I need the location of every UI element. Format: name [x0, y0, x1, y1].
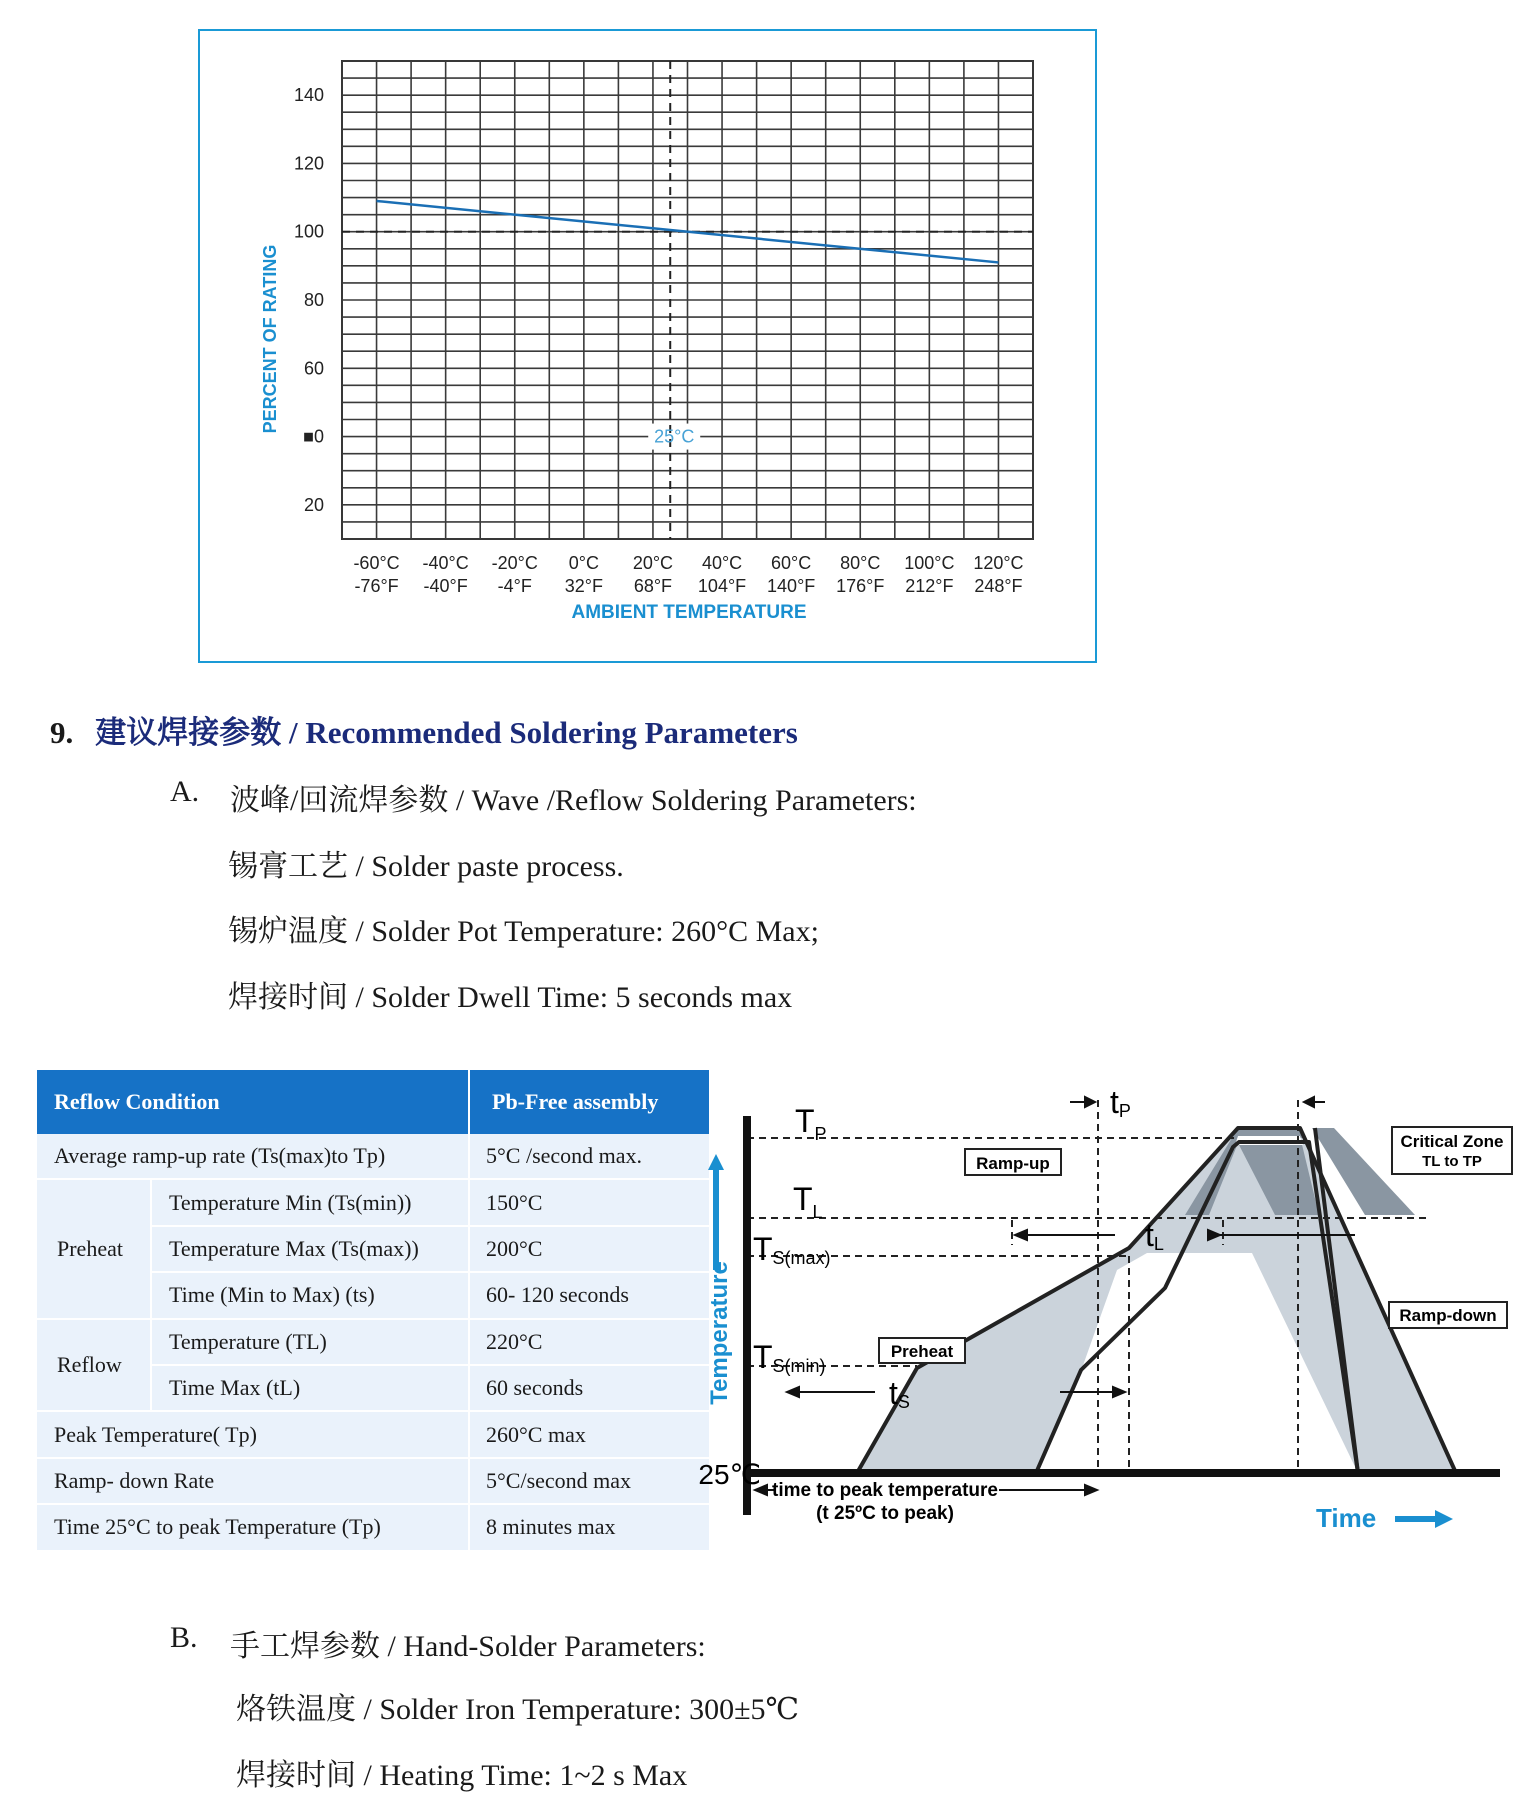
- table-row: [37, 1134, 709, 1179]
- section-heading: [50, 707, 798, 752]
- x-axis-title: AMBIENT TEMPERATURE: [571, 602, 807, 623]
- x-tick-label-celsius: 60°C: [771, 553, 812, 573]
- x-tick-label-fahrenheit: 140°F: [767, 576, 816, 596]
- y-axis-title: PERCENT OF RATING: [260, 244, 280, 434]
- temperature-arrow-head: [708, 1154, 724, 1170]
- time-axis-label: [1316, 1503, 1453, 1533]
- preheat-max-value: 200°C: [469, 1226, 709, 1272]
- wave-title: 波峰/回流焊参数 / Wave /Reflow Soldering Parameters:: [230, 784, 917, 817]
- header-assembly: Pb-Free assembly: [469, 1070, 709, 1134]
- x-tick-label-fahrenheit: 212°F: [905, 576, 954, 596]
- tsmax-label: TS(max): [753, 1231, 831, 1268]
- preheat-min-label: Temperature Min (Ts(min)): [151, 1179, 469, 1225]
- reflow-time-value: 60 seconds: [469, 1365, 709, 1411]
- reflow-temp-label: Temperature (TL): [151, 1319, 469, 1365]
- preheat-time-value: 60- 120 seconds: [469, 1272, 709, 1318]
- ts-time-label: tS: [889, 1375, 910, 1412]
- rampdown-label: Ramp- down Rate: [37, 1458, 469, 1504]
- ramp-down-box: [1389, 1302, 1507, 1328]
- table-row: [37, 1319, 709, 1365]
- x-tick-label-fahrenheit: 104°F: [697, 576, 747, 596]
- x-tick-label-celsius: 40°C: [701, 553, 743, 573]
- tsmin-label: TS(min): [753, 1339, 826, 1376]
- time-to-peak-line2: (t 25ºC to peak): [816, 1503, 954, 1524]
- x-tick-label-celsius: -20°C: [491, 553, 538, 573]
- chart-grid: [342, 61, 1033, 539]
- header-condition: Reflow Condition: [37, 1070, 469, 1134]
- temperature-arrow-shaft: [713, 1166, 719, 1270]
- reflow-table: [37, 1070, 709, 1552]
- preheat-time-label: Time (Min to Max) (ts): [151, 1272, 469, 1318]
- x-tick-label-celsius: 0°C: [568, 553, 599, 573]
- preheat-max-label: Temperature Max (Ts(max)): [151, 1226, 469, 1272]
- hand-line-heating-time: 焊接时间 / Heating Time: 1~2 s Max: [236, 1759, 688, 1792]
- time-to-peak-value: 8 minutes max: [469, 1504, 709, 1550]
- wave-line-paste: 锡膏工艺 / Solder paste process.: [228, 850, 624, 883]
- x-tick-labels: [353, 553, 1023, 596]
- ramp-up-label: Average ramp-up rate (Ts(max)to Tp): [37, 1134, 469, 1179]
- peak-value: 260°C max: [469, 1411, 709, 1457]
- x-tick-label-fahrenheit: 176°F: [836, 576, 885, 596]
- hand-line-iron-temp: 烙铁温度 / Solder Iron Temperature: 300±5℃: [236, 1693, 800, 1726]
- y-tick-labels: [294, 85, 324, 515]
- ramp-up-box: [965, 1149, 1061, 1175]
- y-tick-label: 100: [293, 221, 324, 242]
- hand-marker: B.: [170, 1621, 198, 1654]
- y-tick-label: ■0: [303, 426, 324, 447]
- x-tick-label-fahrenheit: 248°F: [974, 576, 1023, 596]
- svg-text:Critical Zone: Critical Zone: [1400, 1132, 1504, 1151]
- x-tick-label-fahrenheit: 68°F: [633, 576, 673, 596]
- hand-title: 手工焊参数 / Hand-Solder Parameters:: [230, 1630, 706, 1663]
- svg-text:TL to TP: TL to TP: [1422, 1153, 1482, 1170]
- temperature-axis-label: [706, 1154, 733, 1405]
- critical-zone-box: [1392, 1127, 1512, 1174]
- reflow-time-label: Time Max (tL): [151, 1365, 469, 1411]
- x-tick-label-celsius: -40°C: [422, 553, 469, 573]
- x-tick-label-fahrenheit: -40°F: [423, 576, 468, 596]
- table-row: [37, 1504, 709, 1550]
- x-tick-label-celsius: 20°C: [632, 553, 674, 573]
- x-tick-label-celsius: 120°C: [973, 553, 1024, 573]
- preheat-box: [879, 1338, 965, 1363]
- y-tick-label: 80: [303, 290, 324, 310]
- table-row: [37, 1411, 709, 1457]
- time-arrow-shaft: [1395, 1516, 1437, 1522]
- y-tick-label: 120: [293, 153, 324, 174]
- table-row: [37, 1179, 709, 1225]
- tl-time-label: tL: [1145, 1217, 1164, 1254]
- peak-label: Peak Temperature( Tp): [37, 1411, 469, 1457]
- table-header-row: [37, 1070, 709, 1134]
- tp-time-label: tP: [1110, 1084, 1131, 1121]
- time-arrow-head: [1435, 1510, 1453, 1528]
- x-tick-label-fahrenheit: -4°F: [497, 576, 532, 596]
- x-tick-label-fahrenheit: 32°F: [564, 576, 603, 596]
- time-label: Time: [1316, 1503, 1377, 1533]
- y-tick-label: 60: [303, 358, 324, 379]
- svg-text:Ramp-up: Ramp-up: [976, 1154, 1050, 1173]
- t25-label: 25℃: [698, 1459, 761, 1490]
- ramp-up-value: 5°C /second max.: [469, 1134, 709, 1179]
- svg-text:Preheat: Preheat: [890, 1342, 954, 1361]
- y-tick-label: 20: [303, 494, 324, 515]
- tp-label: $T_P$: [795, 1103, 827, 1144]
- tl-label: $T_L$: [793, 1181, 823, 1222]
- section-number: 9.: [50, 715, 74, 750]
- wave-line-pot-temp: 锡炉温度 / Solder Pot Temperature: 260°C Max;: [228, 915, 819, 948]
- y-tick-label: 140: [293, 85, 324, 106]
- reflow-group-label: Reflow: [37, 1319, 151, 1412]
- reflow-temp-value: 220°C: [469, 1319, 709, 1365]
- time-to-peak-line1: time to peak temperature: [772, 1480, 998, 1501]
- x-tick-label-celsius: 80°C: [840, 553, 881, 573]
- tp-arrows: [1070, 1097, 1325, 1107]
- temperature-label: Temperature: [706, 1261, 733, 1405]
- reflow-profile-diagram: [698, 1070, 1515, 1545]
- preheat-min-value: 150°C: [469, 1179, 709, 1225]
- x-tick-label-fahrenheit: -76°F: [354, 576, 399, 596]
- preheat-group-label: Preheat: [37, 1179, 151, 1318]
- rampdown-value: 5°C/second max: [469, 1458, 709, 1504]
- svg-text:Ramp-down: Ramp-down: [1399, 1306, 1497, 1325]
- table-row: [37, 1458, 709, 1504]
- derating-chart: [198, 29, 1097, 663]
- section-title: 建议焊接参数 / Recommended Soldering Parameters: [95, 715, 798, 750]
- wave-line-dwell: 焊接时间 / Solder Dwell Time: 5 seconds max: [228, 981, 793, 1014]
- wave-marker: A.: [170, 775, 200, 808]
- reference-label: 25°C: [654, 426, 695, 447]
- x-tick-label-celsius: 100°C: [904, 553, 955, 573]
- time-to-peak-label: Time 25°C to peak Temperature (Tp): [37, 1504, 469, 1550]
- x-tick-label-celsius: -60°C: [353, 553, 400, 573]
